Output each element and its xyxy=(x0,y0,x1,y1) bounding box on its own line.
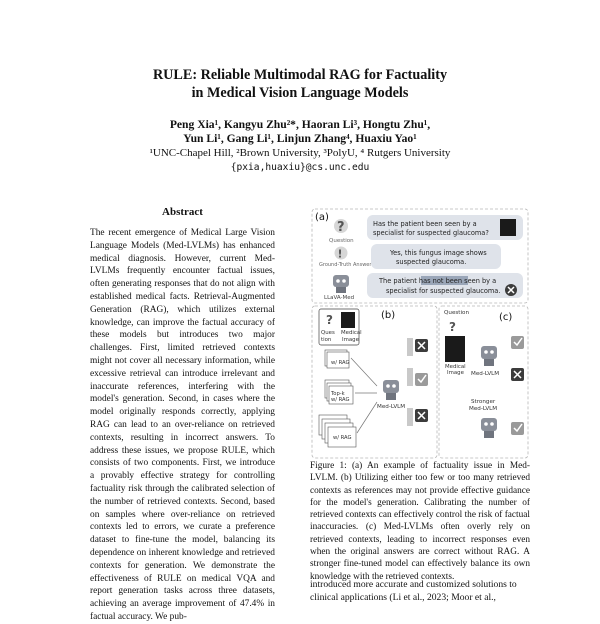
question-bubble-line2: specialist for suspected glaucoma? xyxy=(373,229,489,237)
question-label: Question xyxy=(329,238,354,244)
doc-stack-w-rag xyxy=(319,415,356,447)
arrow-3 xyxy=(357,402,377,433)
ground-truth-line2: suspected glaucoma. xyxy=(396,258,467,266)
figure-caption: Figure 1: (a) An example of factuality issue in Med-LVLM. (b) Utilizing either too few or too many retrieved contexts as references may not provide effective guidance for the model's generation. Calibrating the number of retrieved contexts can effectively control the risk of factual inaccuracies. (c) Med-LVLMs often overly rely on retrieved contexts, leading to incorrect responses even when the original answers are correct without RAG. A stronger fine-tuned model can effectively balance its own knowledge with the retrieved contexts. xyxy=(310,461,530,582)
panel-b-image-label: Medical xyxy=(341,330,362,336)
question-bubble-line1: Has the patient been seen by a xyxy=(373,220,477,228)
med-lvlm-label-b: Med-LVLM xyxy=(377,404,406,410)
ground-truth-label: Ground-Truth Answer xyxy=(319,262,372,268)
stronger-med-lvlm-robot-icon xyxy=(481,418,497,438)
title-line-2: in Medical Vision Language Models xyxy=(191,85,409,101)
topk-rag-label-2: w/ RAG xyxy=(331,397,350,403)
question-icon xyxy=(334,219,348,235)
cross-icon-b1 xyxy=(415,339,428,352)
output-bar-3 xyxy=(407,408,413,426)
topk-rag-label: Top-k xyxy=(331,391,345,397)
model-answer-line2: specialist for suspected glaucoma. xyxy=(386,287,501,295)
panel-c-question-label: Question xyxy=(444,310,470,316)
llava-med-label: LLaVA-Med xyxy=(324,295,355,301)
panel-a-label: (a) xyxy=(315,212,329,223)
panel-c-image-label: Medical xyxy=(445,364,466,370)
figure-1 xyxy=(311,208,529,460)
affiliations: ¹UNC-Chapel Hill, ²Brown University, ³PolyU, ⁴ Rutgers University xyxy=(149,147,451,159)
cross-icon-c xyxy=(511,368,524,381)
check-icon-c1 xyxy=(511,336,524,349)
output-bar-2 xyxy=(407,368,413,386)
arrow-1 xyxy=(351,358,377,386)
stronger-label-2: Med-LVLM xyxy=(469,406,498,412)
wrong-answer-cross-icon xyxy=(505,284,517,296)
authors-line-2: Yun Li¹, Gang Li¹, Linjun Zhang⁴, Huaxiu Yao¹ xyxy=(183,132,417,145)
abstract-text: The recent emergence of Medical Large Vision Language Models (Med-LVLMs) has enhanced medical diagnosis. However, current Med-LVLMs frequently encounter factual issues, often generating responses that do not align with established medical facts. Retrieval-Augmented Generation (RAG), which utilizes external knowledge, can improve the factual accuracy of these models but introduces two major challenges. First, limited retrieved contexts might not cover all necessary information, while excessive retrieval can introduce irrelevant and inaccurate references, interfering with the model's generation. Second, in cases where the model originally responds correctly, applying RAG can lead to an over-reliance on retrieved contexts, resulting in incorrect answers. To address these issues, we propose RULE, which consists of two components. First, we introduce a provably effective strategy for controlling factuality risk through the calibrated selection of the number of retrieved contexts. Second, based on samples where over-reliance on retrieved contexts led to errors, we curate a preference dataset to fine-tune the model, balancing its dependence on inherent knowledge and retrieved contexts for generation. We demonstrate the effectiveness of RULE on medical VQA and report generation tasks across three datasets, achieving an average improvement of 47.4% in factual accuracy. We pub- xyxy=(90,228,275,622)
medical-image-thumbnail xyxy=(500,219,516,236)
author-list xyxy=(0,118,600,146)
abstract-heading: Abstract xyxy=(162,206,203,218)
paper-title xyxy=(0,66,600,102)
panel-c-image-label-2: Image xyxy=(447,370,464,376)
panel-b-label: (b) xyxy=(381,310,396,321)
med-lvlm-label-c: Med-LVLM xyxy=(471,371,500,377)
authors-line-1: Peng Xia¹, Kangyu Zhu²*, Haoran Li³, Hongtu Zhu¹, xyxy=(169,118,431,131)
panel-b-question-label-2: tion xyxy=(321,337,332,343)
svg-text:!: ! xyxy=(337,247,343,261)
med-lvlm-robot-icon-c xyxy=(481,346,497,366)
ground-truth-line1: Yes, this fungus image shows xyxy=(390,249,487,257)
panel-c-label: (c) xyxy=(499,312,513,323)
answer-highlight-text: has not been seen xyxy=(418,277,480,285)
llava-med-robot-icon xyxy=(333,275,349,293)
svg-text:?: ? xyxy=(337,220,345,235)
ground-truth-icon xyxy=(335,247,348,261)
wo-rag-label: w/ RAG xyxy=(331,360,350,366)
model-answer-line1: The patient has not been seen by a xyxy=(379,277,497,285)
panel-b-image-label-2: Image xyxy=(342,337,359,343)
check-icon-b xyxy=(415,373,428,386)
check-icon-c2 xyxy=(511,422,524,435)
panel-c-medical-image xyxy=(445,336,465,362)
panel-c-question-icon: ? xyxy=(449,320,456,334)
cross-icon-b2 xyxy=(415,409,428,422)
output-bar-1 xyxy=(407,338,413,356)
figure-diagram xyxy=(311,208,529,460)
panel-b-medical-image xyxy=(341,312,355,328)
w-rag-label: w/ RAG xyxy=(333,435,352,441)
title-line-1: RULE: Reliable Multimodal RAG for Factuality xyxy=(152,67,448,83)
body-text-continuation: introduced more accurate and customized solutions to clinical applications (Li et al., 2023; Moor et al., xyxy=(310,579,517,603)
panel-b-question-icon: ? xyxy=(326,313,333,327)
stronger-label-1: Stronger xyxy=(471,399,496,405)
contact-email: {pxia,huaxiu}@cs.unc.edu xyxy=(230,162,370,173)
panel-b-question-label: Ques xyxy=(321,330,335,336)
med-lvlm-robot-icon-b xyxy=(383,380,399,400)
